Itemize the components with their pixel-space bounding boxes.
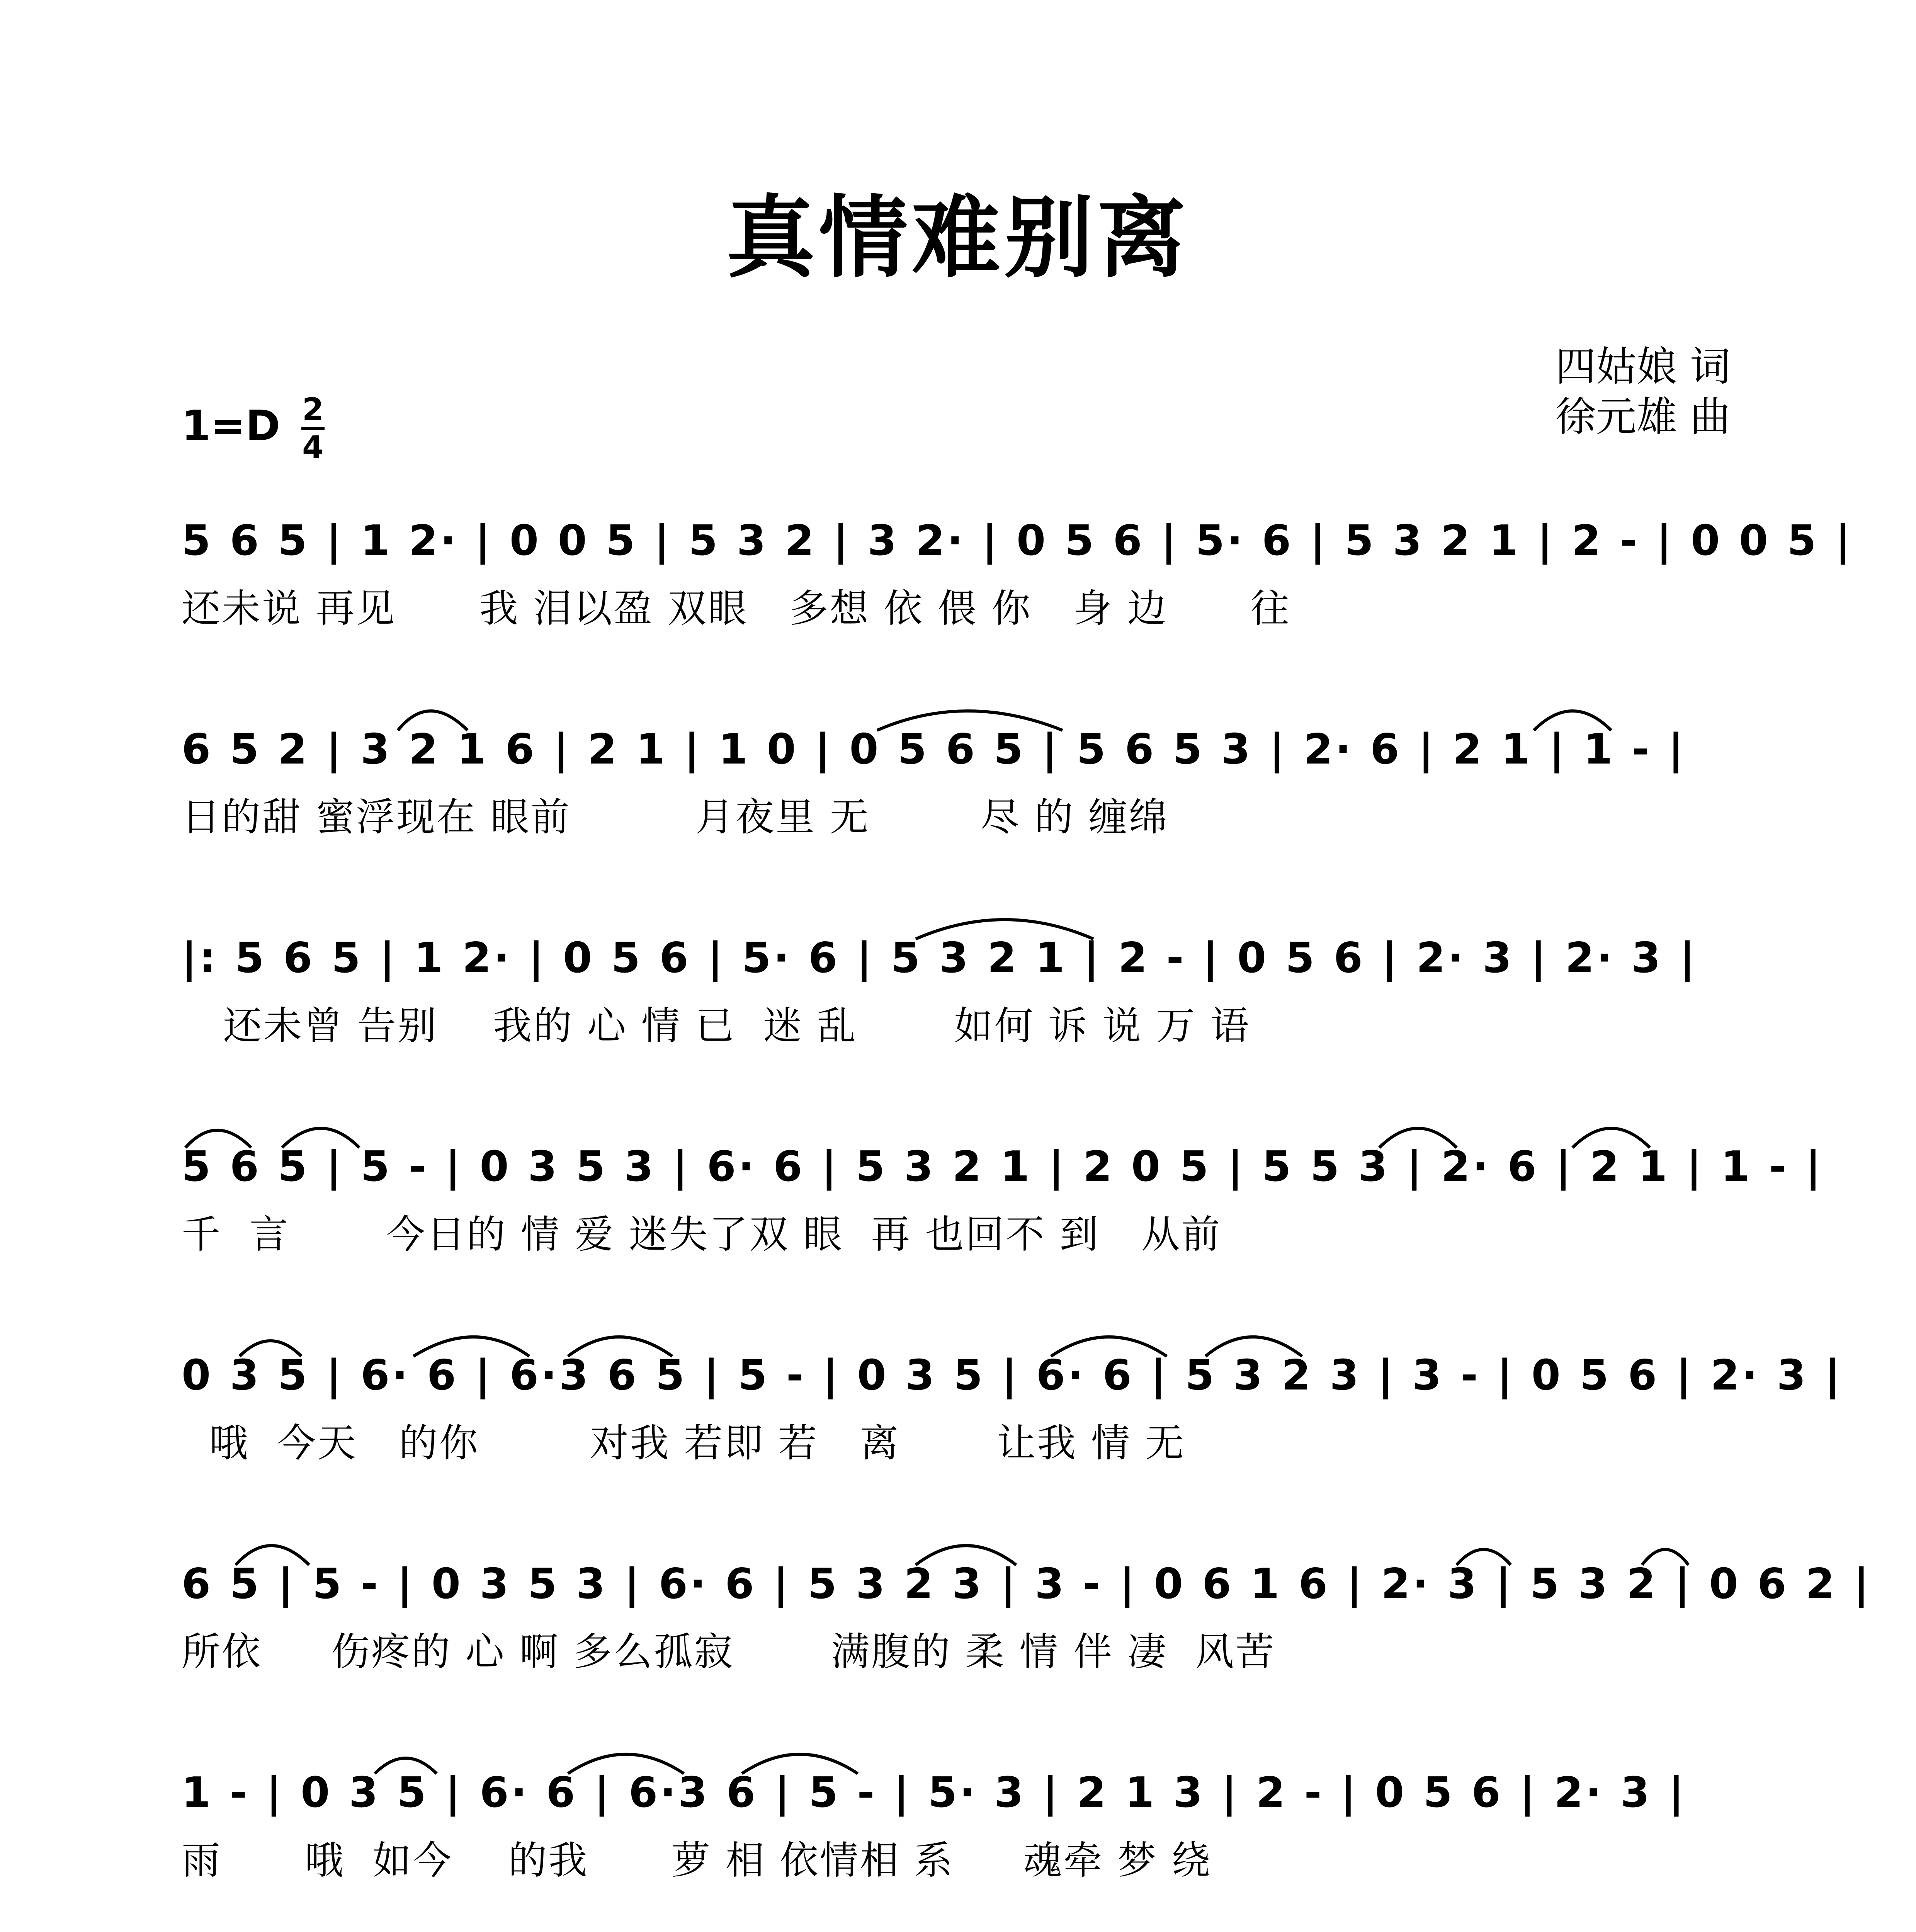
time-signature-denominator: 4 bbox=[302, 429, 324, 465]
time-signature-numerator: 2 bbox=[302, 391, 324, 427]
notation-line: 6 5 2 | 3 2 1 6 | 2 1 | 1 0 | 0 5 6 5 | 5 6 5 3 | 2· 6 | 2 1 | 1 - | bbox=[182, 725, 1686, 774]
notation-line: 0 3 5 | 6· 6 | 6·3 6 5 | 5 - | 0 3 5 | 6· 6 | 5 3 2 3 | 3 - | 0 5 6 | 2· 3 | bbox=[182, 1351, 1843, 1400]
time-signature bbox=[299, 392, 326, 465]
notation-line: 6 5 | 5 - | 0 3 5 3 | 6· 6 | 5 3 2 3 | 3 - | 0 6 1 6 | 2· 3 | 5 3 2 | 0 6 2 | bbox=[182, 1560, 1872, 1608]
song-title: 真情难别离 bbox=[726, 185, 1190, 290]
key-signature: 1=D bbox=[182, 402, 281, 450]
lyric-line: 雨 哦 如今 的我 萝 相 依情相 系 魂牵 梦 绕 bbox=[182, 1838, 1212, 1883]
notation-line: 5 6 5 | 1 2· | 0 0 5 | 5 3 2 | 3 2· | 0 5 6 | 5· 6 | 5 3 2 1 | 2 - | 0 0 5 | bbox=[182, 517, 1853, 565]
lyric-line: 还未说 再见 我 泪以盈 双眼 多想 依 偎 你 身 边 往 bbox=[182, 586, 1291, 631]
composer-credit: 徐元雄 曲 bbox=[1555, 393, 1731, 440]
lyric-line: 所依 伤疼的 心 啊 多么孤寂 满腹的 柔 情 伴 凄 风苦 bbox=[182, 1629, 1276, 1674]
notation-line: 5 6 5 | 5 - | 0 3 5 3 | 6· 6 | 5 3 2 1 | 2 0 5 | 5 5 3 | 2· 6 | 2 1 | 1 - | bbox=[182, 1143, 1823, 1191]
notation-line: 1 - | 0 3 5 | 6· 6 | 6·3 6 | 5 - | 5· 3 | 2 1 3 | 2 - | 0 5 6 | 2· 3 | bbox=[182, 1769, 1686, 1817]
lyricist-credit: 四姑娘 词 bbox=[1555, 343, 1731, 390]
lyric-line: 日的甜 蜜浮现在 眼前 月夜里 无 尽 的 缠绵 bbox=[182, 794, 1169, 840]
lyric-line: 哦 今天 的你 对我 若即 若 离 让我 情 无 bbox=[182, 1420, 1185, 1466]
notation-line: |: 5 6 5 | 1 2· | 0 5 6 | 5· 6 | 5 3 2 1 | 2 - | 0 5 6 | 2· 3 | 2· 3 | bbox=[182, 934, 1697, 982]
lyric-line: 千 言 今日的 情 爱 迷失了双 眼 再 也回不 到 从前 bbox=[182, 1212, 1222, 1257]
lyric-line: 还未曾 告别 我的 心 情 已 迷 乱 如何 诉 说 万 语 bbox=[182, 1003, 1251, 1048]
